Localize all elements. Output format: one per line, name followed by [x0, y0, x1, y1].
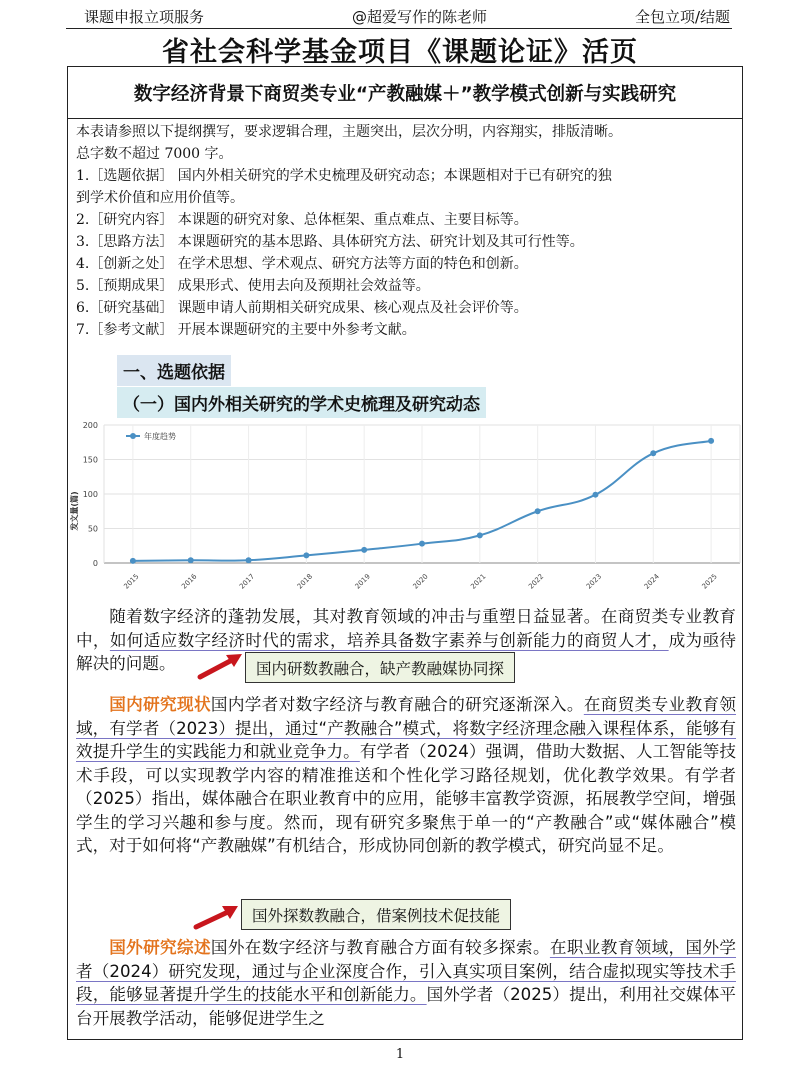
legend-marker-icon — [130, 433, 136, 439]
underlined-text: 在商贸类专业教育领域，有学者（2023）提出，通过“产教融合”模式，将数字经济理念融入课程体系，能够有效提升学生的实践能力和就业竞争力。 — [76, 695, 737, 761]
outline-item: 3.［思路方法］ 本课题研究的基本思路、具体研究方法、研究计划及其可行性等。 — [76, 234, 584, 250]
outline-item: 4.［创新之处］ 在学术思想、学术观点、研究方法等方面的特色和创新。 — [76, 256, 528, 272]
chart-x-ticks — [122, 572, 718, 591]
x-tick-label: 2021 — [469, 572, 488, 591]
outline-item: 7.［参考文献］ 开展本课题研究的主要中外参考文献。 — [76, 322, 416, 338]
paragraph-text — [76, 936, 736, 1030]
paragraph-domestic — [76, 693, 736, 858]
x-tick-label: 2016 — [180, 572, 199, 591]
y-tick-label: 100 — [82, 490, 98, 499]
top-header-bar — [66, 4, 732, 29]
underlined-text: 如何适应数字经济时代的需求，培养具备数字素养与创新能力的商贸人才， — [109, 630, 669, 650]
callout-arrow-icon — [192, 897, 242, 933]
data-point — [650, 450, 656, 456]
chart-y-ticks — [83, 421, 98, 568]
x-tick-label: 2019 — [353, 572, 372, 591]
paragraph-span: 有学者（2024）强调，借助大数据、人工智能等技术手段，可以实现教学内容的精准推送和个性化学习路径规划，优化教学效果。有学者（2025）指出，媒体融合在职业教育中的应用，能够丰富教学资源，拓展教学空间，增强学生的学习兴趣和参与度。然而，现有研究多聚焦于单一的“产教融合”或“媒体融合”模式，对于如何将“产教融媒”有机结合，形成协同创新的教学模式，研究尚显不足。 — [76, 742, 736, 855]
chart-y-axis-label: 发文量(篇) — [70, 491, 79, 531]
header-author: @超爱写作的陈老师 — [352, 8, 488, 26]
document-frame — [67, 66, 743, 1040]
x-tick-label: 2017 — [237, 572, 257, 591]
header-left-text: 课题申报立项服务 — [84, 8, 205, 26]
data-point — [130, 558, 136, 564]
outline-item: 6.［研究基础］ 课题申请人前期相关研究成果、核心观点及社会评价等。 — [76, 300, 528, 316]
x-tick-label: 2018 — [295, 572, 315, 591]
callout-domestic: 国内研数教融合，缺产教融媒协同探 — [245, 652, 515, 683]
outline-item: 1.［选题依据］ 国内外相关研究的学术史梳理及研究动态；本课题相对于已有研究的独 — [76, 168, 612, 184]
paragraph-span: 成为亟待解决的问题。 — [76, 630, 737, 673]
domestic-research-label: 国内研究现状 — [109, 695, 211, 714]
data-point — [535, 508, 541, 514]
x-tick-label: 2025 — [700, 572, 719, 591]
page-title: 省社会科学基金项目《课题论证》活页 — [162, 37, 638, 68]
section-heading: 一、选题依据 — [117, 355, 231, 386]
y-tick-label: 150 — [82, 455, 98, 465]
paragraph-span: 国内学者对数字经济与教育融合的研究逐渐深入。 — [210, 695, 584, 714]
data-point — [303, 552, 309, 558]
underlined-text: 在职业教育领域，国外学者（2024）研究发现，通过与企业深度合作，引入真实项目案例，结合虚拟现实等技术手段，能够显著提升学生的技能水平和创新能力。 — [76, 938, 737, 1004]
subsection-heading: （一）国内外相关研究的学术史梳理及研究动态 — [117, 387, 486, 418]
outline-list — [76, 165, 736, 341]
x-tick-label: 2020 — [411, 572, 430, 591]
y-tick-label: 200 — [82, 421, 98, 430]
x-tick-label: 2022 — [527, 572, 546, 591]
x-tick-label: 2024 — [642, 572, 661, 591]
publication-trend-chart — [68, 415, 742, 615]
paragraph-foreign — [76, 936, 736, 1030]
x-tick-label: 2015 — [122, 572, 141, 591]
header-right-text: 全包立项/结题 — [634, 8, 730, 26]
callout-arrow-icon — [196, 647, 246, 683]
callout-foreign: 国外探数教融合，借案例技术促技能 — [241, 899, 511, 930]
chart-legend — [126, 431, 176, 441]
data-point — [708, 438, 714, 444]
foreign-research-label: 国外研究综述 — [109, 938, 211, 957]
x-tick-label: 2023 — [584, 572, 604, 591]
data-point — [419, 541, 425, 547]
outline-instructions — [76, 121, 736, 341]
page-number: 1 — [395, 1047, 405, 1062]
data-point — [361, 547, 367, 553]
paragraph-span: 国外学者（2025）提出，利用社交媒体平台开展教学活动，能够促进学生之 — [76, 985, 736, 1028]
y-tick-label: 50 — [87, 524, 98, 534]
data-point — [188, 557, 194, 563]
project-subject: 数字经济背景下商贸类专业“产教融媒＋”教学模式创新与实践研究 — [68, 67, 742, 119]
paragraph-text — [76, 693, 736, 858]
y-tick-label: 0 — [92, 559, 98, 568]
paragraph-span: 随着数字经济的蓬勃发展，其对教育领域的冲击与重塑日益显著。在商贸类专业教育中， — [76, 607, 736, 650]
outline-item: 5.［预期成果］ 成果形式、使用去向及预期社会效益等。 — [76, 278, 430, 294]
outline-item: 2.［研究内容］ 本课题的研究对象、总体框架、重点难点、主要目标等。 — [76, 212, 528, 228]
data-point — [477, 532, 483, 538]
outline-item: 到学术价值和应用价值等。 — [76, 190, 244, 206]
instruction-line: 总字数不超过 7000 字。 — [76, 146, 233, 162]
data-point — [592, 492, 598, 498]
instruction-line: 本表请参照以下提纲撰写，要求逻辑合理，主题突出，层次分明，内容翔实，排版清晰。 — [76, 124, 622, 140]
paragraph-span: 国外在数字经济与教育融合方面有较多探索。 — [210, 938, 550, 957]
legend-label: 年度趋势 — [144, 432, 176, 441]
data-point — [246, 557, 252, 563]
